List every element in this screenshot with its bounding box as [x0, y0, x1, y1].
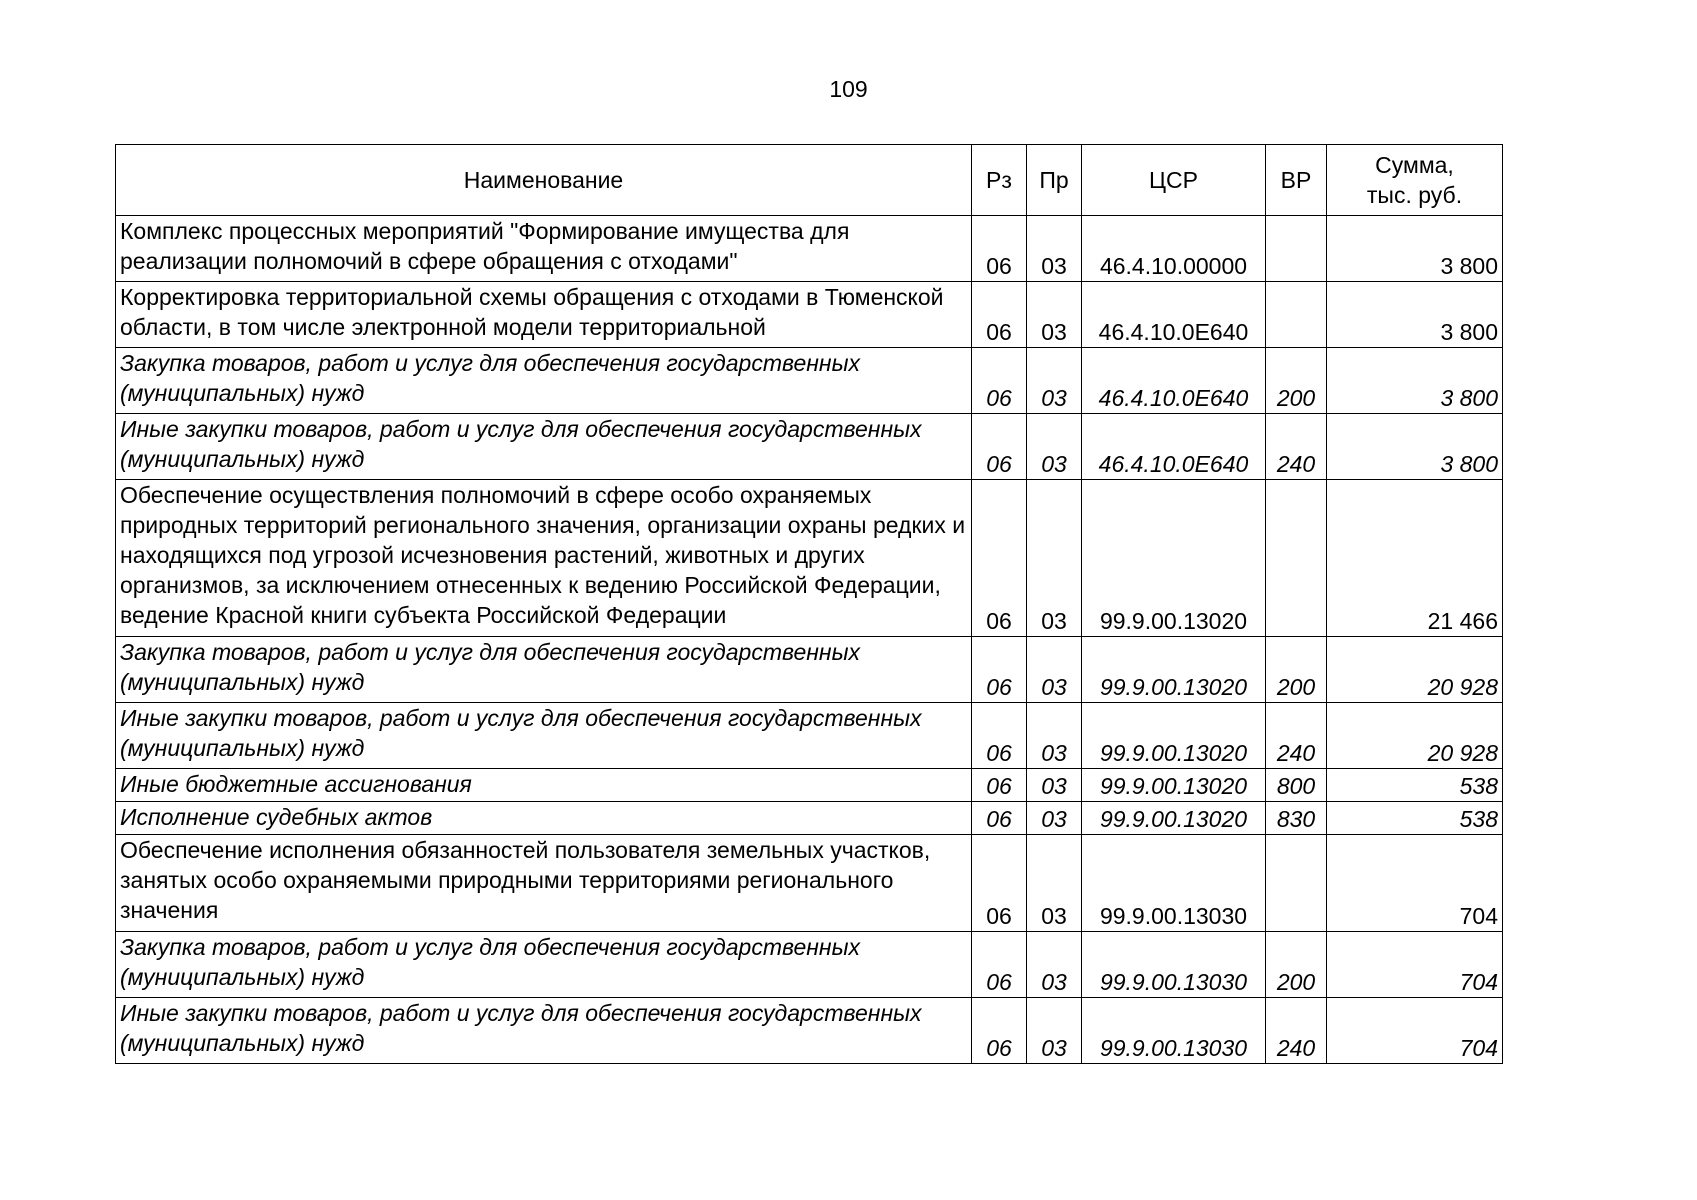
- row-name-cell: Комплекс процессных мероприятий "Формирование имущества для реализации полномочий в сфере обращения с отходами": [116, 216, 972, 282]
- row-sum-cell: 3 800: [1327, 282, 1503, 348]
- row-vr-cell: [1266, 480, 1327, 637]
- row-vr-cell: [1266, 216, 1327, 282]
- table-body: [116, 216, 1503, 1064]
- row-name-cell: Закупка товаров, работ и услуг для обеспечения государственных (муниципальных) нужд: [116, 348, 972, 414]
- table-row: [116, 932, 1503, 998]
- table-row: [116, 414, 1503, 480]
- row-name-cell: Обеспечение осуществления полномочий в сфере особо охраняемых природных территорий регионального значения, организации охраны редких и находящихся под угрозой исчезновения растений, животных и других организмов, за исключением отнесенных к ведению Российской Федерации, ведение Красной книги субъекта Российской Федерации: [116, 480, 972, 637]
- row-sum-cell: 538: [1327, 802, 1503, 835]
- row-pr-cell: 03: [1027, 414, 1082, 480]
- row-pr-cell: 03: [1027, 480, 1082, 637]
- row-name-cell: Закупка товаров, работ и услуг для обеспечения государственных (муниципальных) нужд: [116, 932, 972, 998]
- table-row: [116, 802, 1503, 835]
- row-sum-cell: 3 800: [1327, 348, 1503, 414]
- row-csr-cell: 99.9.00.13020: [1082, 480, 1266, 637]
- row-sum-cell: 3 800: [1327, 216, 1503, 282]
- row-rz-cell: 06: [972, 348, 1027, 414]
- row-csr-cell: 99.9.00.13030: [1082, 835, 1266, 932]
- row-vr-cell: 800: [1266, 769, 1327, 802]
- row-rz-cell: 06: [972, 703, 1027, 769]
- row-rz-cell: 06: [972, 480, 1027, 637]
- row-pr-cell: 03: [1027, 637, 1082, 703]
- header-name: Наименование: [116, 145, 972, 216]
- row-name-cell: Иные закупки товаров, работ и услуг для обеспечения государственных (муниципальных) нужд: [116, 703, 972, 769]
- table-row: [116, 480, 1503, 637]
- row-csr-cell: 99.9.00.13020: [1082, 703, 1266, 769]
- row-name-cell: Обеспечение исполнения обязанностей пользователя земельных участков, занятых особо охраняемыми природными территориями регионального значения: [116, 835, 972, 932]
- row-csr-cell: 99.9.00.13030: [1082, 998, 1266, 1064]
- row-pr-cell: 03: [1027, 348, 1082, 414]
- row-name-cell: Исполнение судебных актов: [116, 802, 972, 835]
- row-rz-cell: 06: [972, 998, 1027, 1064]
- row-sum-cell: 704: [1327, 998, 1503, 1064]
- page-number: 109: [829, 76, 868, 102]
- row-rz-cell: 06: [972, 282, 1027, 348]
- row-rz-cell: 06: [972, 637, 1027, 703]
- row-name-cell: Иные бюджетные ассигнования: [116, 769, 972, 802]
- row-sum-cell: 20 928: [1327, 637, 1503, 703]
- row-vr-cell: 200: [1266, 637, 1327, 703]
- row-vr-cell: 200: [1266, 932, 1327, 998]
- header-pr: Пр: [1027, 145, 1082, 216]
- table-row: [116, 637, 1503, 703]
- row-pr-cell: 03: [1027, 769, 1082, 802]
- row-csr-cell: 46.4.10.00000: [1082, 216, 1266, 282]
- budget-table: [115, 144, 1503, 1064]
- row-sum-cell: 21 466: [1327, 480, 1503, 637]
- row-name-cell: Корректировка территориальной схемы обращения с отходами в Тюменской области, в том числе электронной модели территориальной: [116, 282, 972, 348]
- header-vr: ВР: [1266, 145, 1327, 216]
- table-row: [116, 703, 1503, 769]
- row-rz-cell: 06: [972, 835, 1027, 932]
- row-rz-cell: 06: [972, 932, 1027, 998]
- row-name-cell: Иные закупки товаров, работ и услуг для обеспечения государственных (муниципальных) нужд: [116, 414, 972, 480]
- row-name-cell: Иные закупки товаров, работ и услуг для обеспечения государственных (муниципальных) нужд: [116, 998, 972, 1064]
- row-name-cell: Закупка товаров, работ и услуг для обеспечения государственных (муниципальных) нужд: [116, 637, 972, 703]
- row-csr-cell: 99.9.00.13030: [1082, 932, 1266, 998]
- header-sum-line2: тыс. руб.: [1366, 182, 1463, 208]
- row-vr-cell: [1266, 835, 1327, 932]
- row-csr-cell: 99.9.00.13020: [1082, 802, 1266, 835]
- row-csr-cell: 99.9.00.13020: [1082, 769, 1266, 802]
- row-vr-cell: 240: [1266, 998, 1327, 1064]
- table-row: [116, 348, 1503, 414]
- row-pr-cell: 03: [1027, 932, 1082, 998]
- row-csr-cell: 46.4.10.0Е640: [1082, 282, 1266, 348]
- row-csr-cell: 46.4.10.0Е640: [1082, 414, 1266, 480]
- table-row: [116, 998, 1503, 1064]
- row-pr-cell: 03: [1027, 802, 1082, 835]
- row-rz-cell: 06: [972, 769, 1027, 802]
- row-rz-cell: 06: [972, 414, 1027, 480]
- table-header-row: [116, 145, 1503, 216]
- row-sum-cell: 3 800: [1327, 414, 1503, 480]
- row-pr-cell: 03: [1027, 282, 1082, 348]
- table-row: [116, 282, 1503, 348]
- header-sum-line1: Сумма,: [1375, 152, 1454, 178]
- table-row: [116, 216, 1503, 282]
- row-csr-cell: 46.4.10.0Е640: [1082, 348, 1266, 414]
- row-csr-cell: 99.9.00.13020: [1082, 637, 1266, 703]
- row-vr-cell: 830: [1266, 802, 1327, 835]
- header-sum: [1327, 145, 1503, 216]
- row-vr-cell: [1266, 282, 1327, 348]
- row-vr-cell: 200: [1266, 348, 1327, 414]
- row-rz-cell: 06: [972, 802, 1027, 835]
- table-row: [116, 835, 1503, 932]
- row-vr-cell: 240: [1266, 703, 1327, 769]
- row-pr-cell: 03: [1027, 703, 1082, 769]
- row-sum-cell: 704: [1327, 835, 1503, 932]
- header-rz: Рз: [972, 145, 1027, 216]
- row-sum-cell: 704: [1327, 932, 1503, 998]
- row-rz-cell: 06: [972, 216, 1027, 282]
- row-pr-cell: 03: [1027, 998, 1082, 1064]
- row-pr-cell: 03: [1027, 216, 1082, 282]
- table-row: [116, 769, 1503, 802]
- header-csr: ЦСР: [1082, 145, 1266, 216]
- row-vr-cell: 240: [1266, 414, 1327, 480]
- row-sum-cell: 20 928: [1327, 703, 1503, 769]
- row-pr-cell: 03: [1027, 835, 1082, 932]
- row-sum-cell: 538: [1327, 769, 1503, 802]
